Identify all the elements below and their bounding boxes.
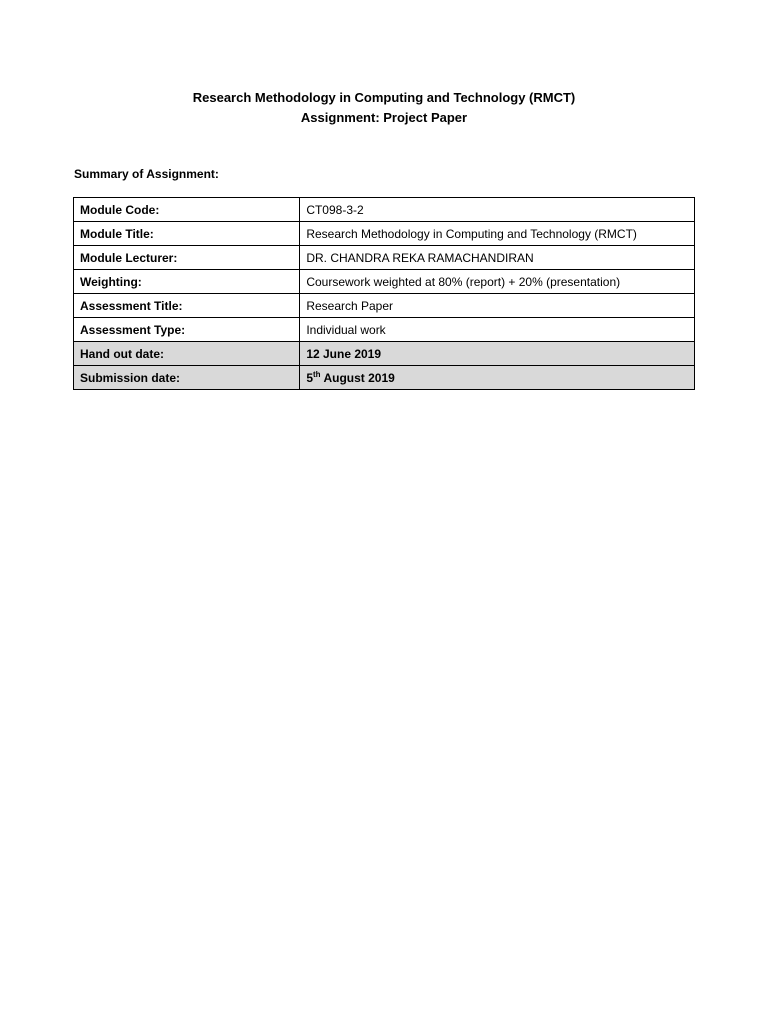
row-value: 12 June 2019 [300, 342, 695, 366]
row-label: Assessment Type: [74, 318, 300, 342]
assignment-summary-table [73, 197, 695, 390]
row-label: Module Code: [74, 198, 300, 222]
row-label: Weighting: [74, 270, 300, 294]
submission-day-suffix: th [313, 369, 321, 379]
table-row [74, 270, 695, 294]
row-value [300, 366, 695, 390]
title-line-2: Assignment: Project Paper [300, 110, 468, 125]
row-label: Hand out date: [74, 342, 300, 366]
table-row [74, 222, 695, 246]
row-value: DR. CHANDRA REKA RAMACHANDIRAN [300, 246, 695, 270]
table-row [74, 318, 695, 342]
table-row-submission-date [74, 366, 695, 390]
row-value: CT098-3-2 [300, 198, 695, 222]
table-row-hand-out-date [74, 342, 695, 366]
row-label: Assessment Title: [74, 294, 300, 318]
table-row [74, 198, 695, 222]
document-title [0, 88, 768, 128]
row-label: Submission date: [74, 366, 300, 390]
submission-day: 5 [306, 370, 313, 385]
row-value: Individual work [300, 318, 695, 342]
row-value: Research Methodology in Computing and Technology (RMCT) [300, 222, 695, 246]
row-value: Research Paper [300, 294, 695, 318]
table-row [74, 246, 695, 270]
summary-heading: Summary of Assignment: [74, 167, 219, 181]
table-row [74, 294, 695, 318]
row-label: Module Lecturer: [74, 246, 300, 270]
title-line-1: Research Methodology in Computing and Technology (RMCT) [192, 90, 576, 105]
submission-month-year: August 2019 [320, 370, 395, 385]
row-label: Module Title: [74, 222, 300, 246]
row-value: Coursework weighted at 80% (report) + 20% (presentation) [300, 270, 695, 294]
